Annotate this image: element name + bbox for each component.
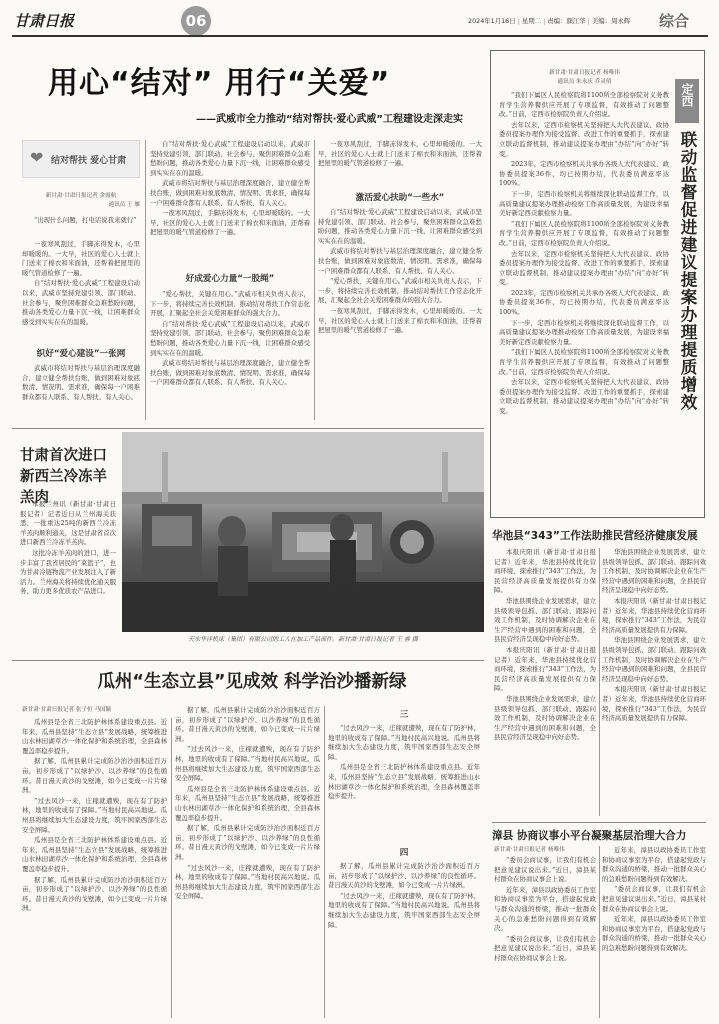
lead-paragraph: 一夜寒风刮过，手脚冻得发木，心里却暖暖的。一大早，社区的爱心人士就上门送来了棉衣和米面油，还帮着把屋里的暖气管道检修了一遍。 xyxy=(318,306,482,335)
right-tag-text: 定西 xyxy=(680,83,694,107)
story4-paragraph: 本报庆阳讯（新甘肃·甘肃日报记者）近年来，华池县持续优化营商环境，探索推行“343”工作法，为民营经济高质量发展提供有力保障。 xyxy=(602,685,706,723)
story5-column-1 xyxy=(494,856,596,1018)
section-rule xyxy=(12,428,484,429)
column-divider xyxy=(324,706,325,1018)
story4-column-2 xyxy=(602,548,706,816)
story2-paragraph: 本报兰州讯（新甘肃·甘肃日报记者）记者近日从兰州海关获悉，一批重达25吨的新西兰冷冻羊羔肉顺利通关，这是甘肃省首次进口新西兰冷冻羊羔肉。 xyxy=(20,500,116,547)
story4-paragraph: 本报庆阳讯（新甘肃·甘肃日报记者）近年来，华池县持续优化营商环境，探索推行“343”工作法，为民营经济高质量发展提供有力保障。 xyxy=(494,645,596,693)
story3-paragraph: 瓜州县是全省三北防护林体系建设重点县。近年来，瓜州县坚持“生态立县”发展战略，统筹推进山水林田湖草沙一体化保护和系统治理，全县森林覆盖率稳步提升。 xyxy=(175,784,320,822)
factory-photo xyxy=(122,432,484,632)
story3-column-3b xyxy=(328,862,480,1018)
lead-paragraph: 武威市将结对帮扶与基层治理深度融合，建立健全帮扶台账，做到困难对象底数清、情况明、需求准，确保每一户困难群众都有人联系、有人帮扶、有人关心。 xyxy=(150,359,310,387)
story3-byline: 新甘肃·甘肃日报记者 张子恒 马国颖 xyxy=(22,707,112,713)
story2-paragraph: 这批冷冻羊羔肉的进口，进一步丰富了我省居民的“菜篮子”，也为甘肃冷链物流产业发展注入了新活力。兰州海关将持续优化通关服务，助力更多优质农产品进口。 xyxy=(20,548,116,596)
story4-headline: 华池县“343”工作法助推民营经济健康发展 xyxy=(492,530,698,542)
lead-logo xyxy=(22,140,140,178)
issue-date: 2024年1月16日 xyxy=(468,17,516,25)
story3-paragraph: “过去风沙一来，庄稼就遭殃，现在有了防护林，地里的收成有了保障。”当地村民高兴地说。瓜州县将继续加大生态建设力度，筑牢国家西部生态安全屏障。 xyxy=(328,891,480,929)
story4-paragraph: 华池县围绕企业发展需求，建立县级领导包抓、部门联动、跟踪问效工作机制，及时协调解决企业在生产经营中遇到的困难和问题，全县民营经济呈现稳中向好态势。 xyxy=(494,596,596,644)
lead-paragraph: 自“结对帮扶·爱心武威”工程建设启动以来，武威市坚持党建引领、部门联动、社会参与，聚焦困难群众急难愁盼问题，推动各类爱心力量下沉一线，让困难群众感受到实实在在的温暖。 xyxy=(22,279,140,326)
masthead-rule xyxy=(12,35,708,37)
story4-column-1 xyxy=(494,548,596,816)
story4-paragraph: 华池县围绕企业发展需求，建立县级领导包抓、部门联动、跟踪问效工作机制，及时协调解决企业在生产经营中遇到的困难和问题，全县民营经济呈现稳中向好态势。 xyxy=(602,548,706,595)
lead-paragraph: 自“结对帮扶·爱心武威”工程建设启动以来，武威市坚持党建引领、部门联动、社会参与，聚焦困难群众急难愁盼问题，推动各类爱心力量下沉一线，让困难群众感受到实实在在的温暖。 xyxy=(150,140,310,177)
lead-paragraph: “爱心帮扶，关键在用心。”武威市相关负责人表示，下一步，将持续完善长效机制，推动结对帮扶工作常态化开展，汇聚起全社会关爱困难群众的强大合力。 xyxy=(150,290,310,318)
paper-name: 甘肃日报 xyxy=(14,12,75,30)
story5-headline: 漳县 协商议事小平台凝聚基层治理大合力 xyxy=(492,830,687,842)
story3-column-3 xyxy=(328,724,480,844)
lead-quote-text: “出现什么问题，打电话说我来就行” xyxy=(34,216,137,224)
column-divider xyxy=(314,140,315,420)
right-paragraph: 下一步，定西市检察机关将继续深化联动监督工作，以高质量建议提案办理推动检察工作高质量发展，为建设幸福美好新定西贡献检察力量。 xyxy=(499,189,669,218)
story4-paragraph: 本报庆阳讯（新甘肃·甘肃日报记者）近年来，华池县持续优化营商环境，探索推行“343”工作法，为民营经济高质量发展提供有力保障。 xyxy=(602,596,706,634)
lead-paragraph: 武威市将结对帮扶与基层治理深度融合，建立健全帮扶台账，做到困难对象底数清、情况明、需求准，确保每一户困难群众都有人联系、有人帮扶、有人关心。 xyxy=(150,179,310,207)
column-divider xyxy=(171,718,172,1018)
story3-paragraph: 瓜州县是全省三北防护林体系建设重点县。近年来，瓜州县坚持“生态立县”发展战略，统筹推进山水林田湖草沙一体化保护和系统治理，全县森林覆盖率稳步提升。 xyxy=(328,763,480,801)
lead-subhead-1: 织好“爱心建设”一张网 xyxy=(36,349,126,359)
right-paragraph: 2023年，定西市检察机关共承办各级人大代表建议、政协委员提案36件，均已按期办结，代表委员满意率达100%。 xyxy=(499,160,669,188)
story5-byline: 新甘肃·甘肃日报记者 杨唯伟 xyxy=(494,847,565,853)
lead-byline-2: 通讯员 王 雁 xyxy=(108,202,140,208)
right-paragraph: 去年以来，定西市检察机关坚持把人大代表建议、政协委员提案办理作为接受监督、改进工作的重要抓手，探索建立联动监督机制，推动建议提案办理由“办结”向“办好”转变。 xyxy=(499,249,669,287)
section-rule xyxy=(12,660,484,661)
lead-column-3 xyxy=(318,140,482,184)
right-paragraph: 去年以来，定西市检察机关坚持把人大代表建议、政协委员提案办理作为接受监督、改进工作的重要抓手，探索建立联动监督机制，推动建议提案办理由“办结”向“办好”转变。 xyxy=(499,378,669,415)
story3-headline: 瓜州“生态立县”见成效 科学治沙播新绿 xyxy=(97,672,407,692)
lead-logo-text: 结对帮扶 爱心甘肃 xyxy=(51,156,127,166)
story3-subhead-2: 四 xyxy=(399,848,409,858)
column-divider xyxy=(599,548,600,816)
right-tag xyxy=(675,79,699,123)
lead-paragraph: 武威市将结对帮扶与基层治理深度融合，建立健全帮扶台账，做到困难对象底数清、情况明、需求准，确保每一户困难群众都有人联系、有人帮扶、有人关心。 xyxy=(318,247,482,275)
story5-paragraph: “委员会商议事，让我们有机会把意见建议说出来。”近日，漳县某村群众在协商议事会上说。 xyxy=(494,934,596,962)
issue-weekday: 星期二 xyxy=(521,17,542,25)
page-designer: 美编：周永辉 xyxy=(591,17,631,25)
page-number-badge xyxy=(181,6,211,36)
right-paragraph: 下一步，定西市检察机关将继续深化联动监督工作，以高质量建议提案办理推动检察工作高质量发展，为建设幸福美好新定西贡献检察力量。 xyxy=(499,318,669,346)
lead-paragraph: 武威市将结对帮扶与基层治理深度融合，建立健全帮扶台账，做到困难对象底数清、情况明、需求准，确保每一户困难群众都有人联系、有人帮扶、有人关心。 xyxy=(22,364,140,401)
page-number: 06 xyxy=(185,12,207,30)
story2-body xyxy=(20,500,116,648)
factory-photo-illustration xyxy=(122,432,484,632)
story3-paragraph: “过去风沙一来，庄稼就遭殃，现在有了防护林，地里的收成有了保障。”当地村民高兴地说。瓜州县将继续加大生态建设力度，筑牢国家西部生态安全屏障。 xyxy=(175,745,320,783)
story3-subhead-1: 三 xyxy=(399,710,409,720)
lead-byline-1: 新甘肃·甘肃日报记者 金霞航 xyxy=(45,193,117,199)
story3-paragraph: 据了解，瓜州县累计完成防沙治沙面积近百万亩，初步形成了“以绿护沙、以沙养绿”的良性循环。昔日漫天黄沙的戈壁滩，如今已变成一片片绿洲。 xyxy=(175,824,320,861)
lead-column-2b xyxy=(150,290,310,420)
section-name: 综合 xyxy=(659,12,690,30)
story5-paragraph: 近年来，漳县以政协委员工作室和协商议事室为平台，搭建起党政与群众沟通的桥梁，推动一批群众关心的急难愁盼问题得到有效解决。 xyxy=(602,915,706,952)
story3-column-2 xyxy=(175,706,320,1018)
masthead xyxy=(0,0,719,36)
story4-paragraph: 华池县围绕企业发展需求，建立县级领导包抓、部门联动、跟踪问效工作机制，及时协调解决企业在生产经营中遇到的困难和问题，全县民营经济呈现稳中向好态势。 xyxy=(494,694,596,742)
story4-paragraph: 华池县围绕企业发展需求，建立县级领导包抓、部门联动、跟踪问效工作机制，及时协调解决企业在生产经营中遇到的困难和问题，全县民营经济呈现稳中向好态势。 xyxy=(602,636,706,683)
lead-subhead-4: 激活爱心扶助“一些水” xyxy=(355,193,445,203)
story3-paragraph: “过去风沙一来，庄稼就遭殃，现在有了防护林，地里的收成有了保障。”当地村民高兴地说。瓜州县将继续加大生态建设力度，筑牢国家西部生态安全屏障。 xyxy=(175,863,320,901)
column-divider xyxy=(145,140,146,420)
right-paragraph: “我们下属区人民检察院将1100所全部检察院对义务教育学生营养餐供应开展了专项监督，有效推动了问题整改。”日前，定西市检察院负责人介绍说。 xyxy=(499,91,669,119)
story5-column-2 xyxy=(602,846,706,1018)
lead-paragraph: 一夜寒风刮过，手脚冻得发木，心里却暖暖的。一大早，社区的爱心人士就上门送来了棉衣和米面油，还帮着把屋里的暖气管道检修了一遍。 xyxy=(22,240,140,277)
lead-paragraph: 自“结对帮扶·爱心武威”工程建设启动以来，武威市坚持党建引领、部门联动、社会参与，聚焦困难群众急难愁盼问题，推动各类爱心力量下沉一线，让困难群众感受到实实在在的温暖。 xyxy=(318,208,482,245)
column-divider xyxy=(599,846,600,1018)
story3-paragraph: 据了解，瓜州县累计完成防沙治沙面积近百万亩，初步形成了“以绿护沙、以沙养绿”的良性循环。昔日漫天黄沙的戈壁滩，如今已变成一片片绿洲。 xyxy=(328,862,480,890)
lead-quote xyxy=(22,216,140,236)
story3-paragraph: 据了解，瓜州县累计完成防沙治沙面积近百万亩，初步形成了“以绿护沙、以沙养绿”的良性循环。昔日漫天黄沙的戈壁滩，如今已变成一片片绿洲。 xyxy=(175,706,320,743)
lead-paragraph: 一夜寒风刮过，手脚冻得发木，心里却暖暖的。一大早，社区的爱心人士就上门送来了棉衣和米面油，还帮着把屋里的暖气管道检修了一遍。 xyxy=(318,140,482,168)
story3-paragraph: “过去风沙一来，庄稼就遭殃，现在有了防护林，地里的收成有了保障。”当地村民高兴地说。瓜州县将继续加大生态建设力度，筑牢国家西部生态安全屏障。 xyxy=(328,724,480,761)
lead-column-3b xyxy=(318,208,482,420)
story4-paragraph: 本报庆阳讯（新甘肃·甘肃日报记者）近年来，华池县持续优化营商环境，探索推行“343”工作法，为民营经济高质量发展提供有力保障。 xyxy=(494,548,596,595)
lead-column-1 xyxy=(22,240,140,345)
lead-paragraph: 自“结对帮扶·爱心武威”工程建设启动以来，武威市坚持党建引领、部门联动、社会参与，聚焦困难群众急难愁盼问题，推动各类爱心力量下沉一线，让困难群众感受到实实在在的温暖。 xyxy=(150,319,310,357)
right-paragraph: “我们下属区人民检察院将1100所全部检察院对义务教育学生营养餐供应开展了专项监督，有效推动了问题整改。”日前，定西市检察院负责人介绍说。 xyxy=(499,219,669,247)
lead-subheadline: ——武威市全力推动“结对帮扶·爱心武威”工程建设走深走实 xyxy=(196,114,463,125)
right-paragraph: 2023年，定西市检察机关共承办各级人大代表建议、政协委员提案36件，均已按期办结，代表委员满意率达100%。 xyxy=(499,288,669,317)
lead-column-1b xyxy=(22,364,140,420)
right-paragraph: “我们下属区人民检察院将1100所全部检察院对义务教育学生营养餐供应开展了专项监督，有效推动了问题整改。”日前，定西市检察院负责人介绍说。 xyxy=(499,348,669,376)
story3-paragraph: 瓜州县是全省三北防护林体系建设重点县。近年来，瓜州县坚持“生态立县”发展战略，统筹推进山水林田湖草沙一体化保护和系统治理，全县森林覆盖率稳步提升。 xyxy=(22,836,167,873)
lead-column-2 xyxy=(150,140,310,270)
story5-paragraph: “委员会商议事，让我们有机会把意见建议说出来。”近日，漳县某村群众在协商议事会上说。 xyxy=(602,885,706,913)
masthead-info: 2024年1月16日 | 星期二 | 责编：颜江华 | 美编：周永辉 xyxy=(468,17,631,25)
page-editor: 责编：颜江华 xyxy=(547,17,586,25)
right-box xyxy=(490,50,705,518)
right-column-body xyxy=(499,91,669,511)
section-rule xyxy=(492,822,706,823)
lead-paragraph: 一夜寒风刮过，手脚冻得发木，心里却暖暖的。一大早，社区的爱心人士就上门送来了棉衣和米面油，还帮着把屋里的暖气管道检修了一遍。 xyxy=(150,209,310,237)
story3-paragraph: 据了解，瓜州县累计完成防沙治沙面积近百万亩，初步形成了“以绿护沙、以沙养绿”的良性循环。昔日漫天黄沙的戈壁滩，如今已变成一片片绿洲。 xyxy=(22,875,167,913)
story3-column-1 xyxy=(22,718,167,1018)
story3-paragraph: 瓜州县是全省三北防护林体系建设重点县。近年来，瓜州县坚持“生态立县”发展战略，统筹推进山水林田湖草沙一体化保护和系统治理，全县森林覆盖率稳步提升。 xyxy=(22,718,167,755)
lead-subhead-3: 好成爱心力量“一股绳” xyxy=(185,274,275,284)
right-byline-2: 通讯员 朱永庆 乔灵倩 xyxy=(557,79,612,85)
story2-headline: 甘肃首次进口新西兰冷冻羊羔肉 xyxy=(20,448,107,506)
lead-paragraph: “爱心帮扶，关键在用心。”武威市相关负责人表示，下一步，将持续完善长效机制，推动结对帮扶工作常态化开展，汇聚起全社会关爱困难群众的强大合力。 xyxy=(318,277,482,305)
photo-caption: 天水华洋机床（集团）有限公司的工人在加工产品部件。新甘肃·甘肃日报记者 王 睿 摄 xyxy=(188,636,418,643)
heart-icon: ❤ xyxy=(30,148,44,167)
story5-paragraph: “委员会商议事，让我们有机会把意见建议说出来。”近日，漳县某村群众在协商议事会上说。 xyxy=(494,856,596,884)
right-headline: 联动监督促进建议提案办理提质增效 xyxy=(678,131,697,411)
right-paragraph: 去年以来，定西市检察机关坚持把人大代表建议、政协委员提案办理作为接受监督、改进工作的重要抓手，探索建立联动监督机制，推动建议提案办理由“办结”向“办好”转变。 xyxy=(499,120,669,158)
story3-paragraph: “过去风沙一来，庄稼就遭殃，现在有了防护林，地里的收成有了保障。”当地村民高兴地说。瓜州县将继续加大生态建设力度，筑牢国家西部生态安全屏障。 xyxy=(22,796,167,834)
story3-paragraph: 据了解，瓜州县累计完成防沙治沙面积近百万亩，初步形成了“以绿护沙、以沙养绿”的良性循环。昔日漫天黄沙的戈壁滩，如今已变成一片片绿洲。 xyxy=(22,757,167,795)
lead-headline: 用心“结对” 用行“关爱” xyxy=(48,66,391,101)
right-byline-1: 新甘肃·甘肃日报记者 杨唯伟 xyxy=(549,70,620,76)
story5-paragraph: 近年来，漳县以政协委员工作室和协商议事室为平台，搭建起党政与群众沟通的桥梁，推动一批群众关心的急难愁盼问题得到有效解决。 xyxy=(602,846,706,883)
story5-paragraph: 近年来，漳县以政协委员工作室和协商议事室为平台，搭建起党政与群众沟通的桥梁，推动一批群众关心的急难愁盼问题得到有效解决。 xyxy=(494,885,596,933)
